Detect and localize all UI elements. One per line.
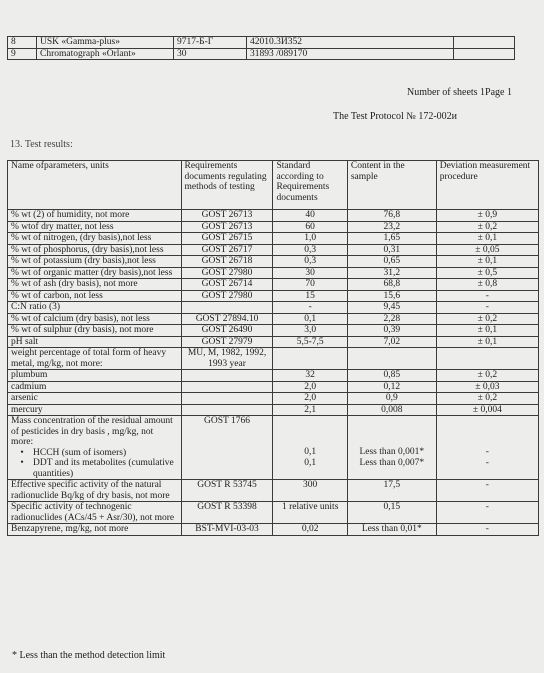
protocol-number: The Test Protocol № 172-002и [333,111,457,122]
row-name: % wt (2) of humidity, not more [8,210,182,222]
header-deviation: Deviation measurement procedure [436,161,538,210]
table-row [8,524,539,536]
row-name: arsenic [8,393,182,405]
row-standard: 2,0 [273,393,347,405]
row-content: 23,2 [347,221,436,233]
row-name: pH salt [8,336,182,348]
row-method: GOST R 53398 [181,502,273,524]
row-method: MU, M, 1982, 1992, 1993 year [181,348,273,370]
row-name: mercury [8,404,182,416]
equipment-extra [454,37,515,49]
row-name [8,416,182,480]
row-deviation [436,348,538,370]
header-standard: Standard according to Requirements documents [273,161,347,210]
row-name: % wt of potassium (dry basis),not less [8,256,182,268]
row-content: 0,12 [347,381,436,393]
row-deviation: ± 0,5 [436,267,538,279]
equipment-name: USK «Gamma-plus» [37,37,174,49]
row-content: 0,9 [347,393,436,405]
row-content: 15,6 [347,290,436,302]
table-row [8,325,539,337]
row-name: % wt of ash (dry basis), not more [8,279,182,291]
row-standard: 0,1 [273,313,347,325]
row-standard: 1,0 [273,233,347,245]
row-method: GOST 26713 [181,210,273,222]
table-row [8,244,539,256]
standard-value: 0,1 [304,457,317,468]
row-deviation [436,416,538,480]
row-method: GOST 27894.10 [181,313,273,325]
row-deviation: - [436,290,538,302]
row-standard: 300 [273,480,347,502]
row-deviation: ± 0,9 [436,210,538,222]
row-deviation: - [436,524,538,536]
row-method: GOST 27979 [181,336,273,348]
row-standard: 1 relative units [273,502,347,524]
table-row [8,210,539,222]
row-method [181,370,273,382]
bullet-item [11,458,178,479]
row-deviation: ± 0,1 [436,336,538,348]
table-row [8,290,539,302]
row-content: 9,45 [347,302,436,314]
standard-value: 0,1 [304,447,317,457]
row-deviation: ± 0,2 [436,393,538,405]
row-content: 1,65 [347,233,436,245]
row-name: % wt of sulphur (dry basis), not more [8,325,182,337]
row-deviation: ± 0,2 [436,313,538,325]
row-content: 76,8 [347,210,436,222]
row-deviation: ± 0,2 [436,221,538,233]
row-method [181,302,273,314]
table-row [8,313,539,325]
header-name: Name ofparameters, units [8,161,182,210]
table-row [8,233,539,245]
table-row [8,256,539,268]
row-content: 0,15 [347,502,436,524]
bullet-text: DDT and its metabolites (cumulative quantities) [33,458,174,479]
row-deviation: - [436,302,538,314]
table-row [8,370,539,382]
row-name: plumbum [8,370,182,382]
row-standard [273,348,347,370]
table-body [8,210,539,416]
row-name: cadmium [8,381,182,393]
row-content: 2,28 [347,313,436,325]
row-standard: 15 [273,290,347,302]
table-row [8,480,539,502]
equipment-num: 8 [8,37,37,49]
deviation-value: - [485,457,489,468]
equipment-row [8,48,515,60]
row-deviation: ± 0,004 [436,404,538,416]
bullet-icon: • [20,447,24,458]
table-body-after [8,480,539,536]
sheets-count: Number of sheets 1Page 1 [407,87,512,98]
row-deviation: ± 0,1 [436,325,538,337]
table-row [8,336,539,348]
row-standard: 40 [273,210,347,222]
equipment-serial: 31893 /089170 [247,48,454,60]
equipment-num: 9 [8,48,37,60]
header-method: Requirements documents regulating methods of testing [181,161,273,210]
table-row [8,279,539,291]
row-content: 31,2 [347,267,436,279]
row-method: GOST R 53745 [181,480,273,502]
row-standard [273,416,347,480]
row-standard: 3,0 [273,325,347,337]
row-standard: 0,3 [273,256,347,268]
row-deviation: ± 0,1 [436,233,538,245]
row-name: C:N ratio (3) [8,302,182,314]
row-standard: 2,1 [273,404,347,416]
row-deviation: ± 0,8 [436,279,538,291]
row-standard: 5,5-7,5 [273,336,347,348]
row-content: 0,31 [347,244,436,256]
row-standard: 30 [273,267,347,279]
equipment-row [8,37,515,49]
equipment-table [7,36,515,60]
row-name: % wt of carbon, not less [8,290,182,302]
deviation-value: - [485,447,489,457]
row-deviation: - [436,502,538,524]
table-row [8,221,539,233]
row-content: 17,5 [347,480,436,502]
content-value: Less than 0,001* [359,447,425,457]
row-method [181,404,273,416]
row-method: GOST 26718 [181,256,273,268]
table-row-pesticides [8,416,539,480]
table-header-row [8,161,539,210]
row-deviation: ± 0,03 [436,381,538,393]
equipment-code: 9717-Б-Г [174,37,247,49]
table-row [8,302,539,314]
row-method: GOST 26714 [181,279,273,291]
row-name: % wt of calcium (dry basis), not less [8,313,182,325]
row-standard: - [273,302,347,314]
row-method: GOST 1766 [181,416,273,480]
row-method: BST-MVI-03-03 [181,524,273,536]
equipment-serial: 42010.3И352 [247,37,454,49]
row-standard: 60 [273,221,347,233]
row-method: GOST 26490 [181,325,273,337]
row-standard: 2,0 [273,381,347,393]
equipment-extra [454,48,515,60]
table-row [8,348,539,370]
row-method: GOST 27980 [181,290,273,302]
content-value: Less than 0,007* [359,457,425,468]
row-method [181,381,273,393]
row-deviation: ± 0,1 [436,256,538,268]
row-name: % wtof dry matter, not less [8,221,182,233]
row-deviation: ± 0,05 [436,244,538,256]
bullet-icon: • [20,458,24,468]
bullet-item [11,448,178,459]
row-standard: 70 [273,279,347,291]
footnote: * Less than the method detection limit [12,650,166,661]
row-deviation: - [436,480,538,502]
table-row [8,381,539,393]
test-results-table [7,160,539,536]
row-method: GOST 26715 [181,233,273,245]
row-name: % wt of nitrogen, (dry basis),not less [8,233,182,245]
row-content [347,348,436,370]
row-name: Effective specific activity of the natural radionuclide Bq/kg of dry basis, not more [8,480,182,502]
pesticides-title: Mass concentration of the residual amount of pesticides in dry basis , mg/kg, not more: [11,416,173,447]
row-content: 0,65 [347,256,436,268]
row-deviation: ± 0,2 [436,370,538,382]
row-method: GOST 26713 [181,221,273,233]
row-name: % wt of organic matter (dry basis),not less [8,267,182,279]
row-method: GOST 26717 [181,244,273,256]
table-row [8,267,539,279]
row-content: 7,02 [347,336,436,348]
row-name: Specific activity of technogenic radionuclides (ACs/45 + Asr/30), not more [8,502,182,524]
equipment-code: 30 [174,48,247,60]
table-row [8,502,539,524]
row-standard: 0,3 [273,244,347,256]
row-content: 0,39 [347,325,436,337]
equipment-name: Chromatograph «Orlant» [37,48,174,60]
row-method: GOST 27980 [181,267,273,279]
bullet-text: HCCH (sum of isomers) [33,447,127,458]
row-method [181,393,273,405]
row-content [347,416,436,480]
row-content: 0,85 [347,370,436,382]
header-content: Content in the sample [347,161,436,210]
row-standard: 32 [273,370,347,382]
row-content: 0,008 [347,404,436,416]
row-name: % wt of phosphorus, (dry basis),not less [8,244,182,256]
row-name: Benzapyrene, mg/kg, not more [8,524,182,536]
row-standard: 0,02 [273,524,347,536]
row-content: 68,8 [347,279,436,291]
table-row [8,404,539,416]
row-content: Less than 0,01* [347,524,436,536]
row-name: weight percentage of total form of heavy metal, mg/kg, not more: [8,348,182,370]
table-row [8,393,539,405]
section-title: 13. Test results: [10,139,73,150]
